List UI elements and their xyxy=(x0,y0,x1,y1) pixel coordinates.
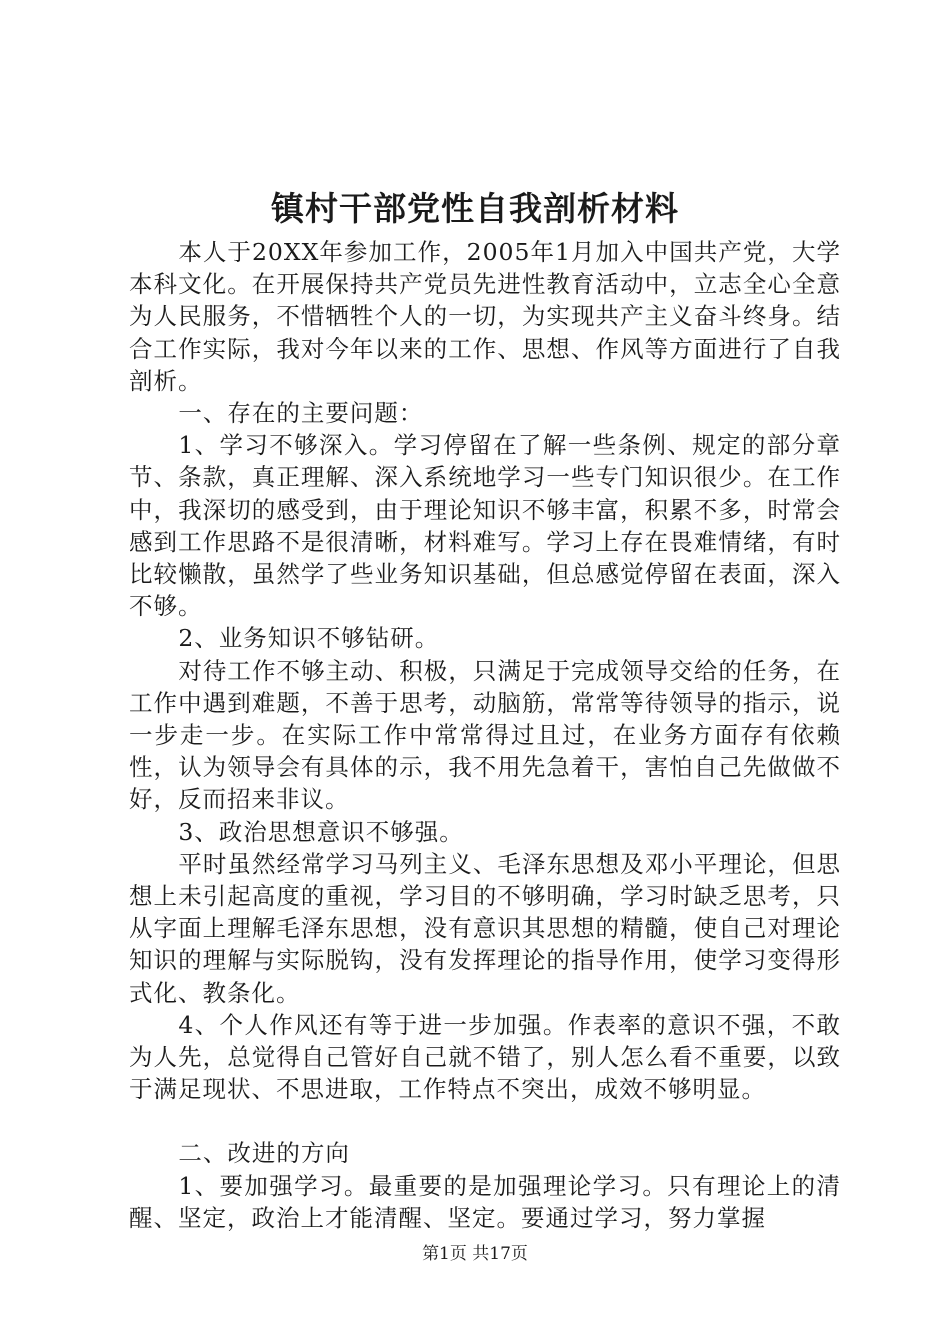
paragraph-problem-4: 4、个人作风还有等于进一步加强。作表率的意识不强，不敢为人先，总觉得自己管好自己就不错了，别人怎么看不重要，以致于满足现状、不思进取，工作特点不突出，成效不够明显。 xyxy=(129,1010,841,1104)
paragraph-intro: 本人于20XX年参加工作，2005年1月加入中国共产党，大学本科文化。在开展保持共产党员先进性教育活动中，立志全心全意为人民服务，不惜牺牲个人的一切，为实现共产主义奋斗终身。结合工作实际，我对今年以来的工作、思想、作风等方面进行了自我剖析。 xyxy=(129,238,841,395)
section-heading-improvements: 二、改进的方向 xyxy=(178,1139,350,1168)
page-footer: 第1页 共17页 xyxy=(422,1244,528,1264)
document-title: 镇村干部党性自我剖析材料 xyxy=(271,189,679,228)
paragraph-problem-2-heading: 2、业务知识不够钻研。 xyxy=(178,624,440,653)
paragraph-problem-3-heading: 3、政治思想意识不够强。 xyxy=(178,817,464,846)
document-body xyxy=(129,236,841,1234)
section-heading-problems: 一、存在的主要问题： xyxy=(178,399,424,428)
paragraph-problem-1: 1、学习不够深入。学习停留在了解一些条例、规定的部分章节、条款，真正理解、深入系统地学习一些专门知识很少。在工作中，我深切的感受到，由于理论知识不够丰富，积累不多，时常会感到工作思路不是很清晰，材料难写。学习上存在畏难情绪，有时比较懒散，虽然学了些业务知识基础，但总感觉停留在表面，深入不够。 xyxy=(129,431,841,621)
paragraph-problem-2-body: 对待工作不够主动、积极，只满足于完成领导交给的任务，在工作中遇到难题，不善于思考，动脑筋，常常等待领导的指示，说一步走一步。在实际工作中常常得过且过，在业务方面存有依赖性，认为领导会有具体的示，我不用先急着干，害怕自己先做做不好，反而招来非议。 xyxy=(129,656,841,814)
paragraph-improvement-1: 1、要加强学习。最重要的是加强理论学习。只有理论上的清醒、坚定，政治上才能清醒、坚定。要通过学习，努力掌握 xyxy=(129,1171,841,1232)
paragraph-problem-3-body: 平时虽然经常学习马列主义、毛泽东思想及邓小平理论，但思想上未引起高度的重视，学习目的不够明确，学习时缺乏思考，只从字面上理解毛泽东思想，没有意识其思想的精髓，使自己对理论知识的理解与实际脱钩，没有发挥理论的指导作用，使学习变得形式化、教条化。 xyxy=(129,849,841,1007)
